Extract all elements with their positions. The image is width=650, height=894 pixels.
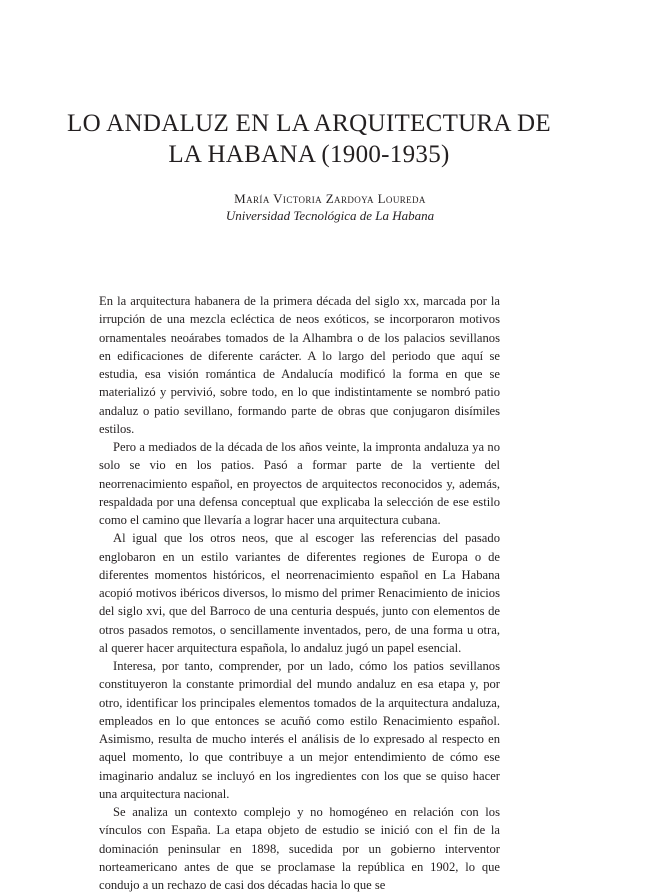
title-line-1: LO ANDALUZ EN LA ARQUITECTURA DE	[67, 110, 551, 137]
author-name: María Victoria Zardoya Loureda	[234, 191, 426, 206]
title-line-2: LA HABANA (1900-1935)	[168, 141, 450, 168]
paragraph-4: Interesa, por tanto, comprender, por un lado, cómo los patios sevillanos constituyeron la constante primordial del mundo andaluz en esa etapa y, por otro, identificar los principales elementos tomados de la arquitectura andaluza, empleados en lo que entonces se acuñó como estilo Renacimiento español. Asimismo, resulta de mucho interés el análisis de lo expresado al respecto en aquel momento, lo que contribuye a un mejor entendimiento de cómo ese imaginario andaluz se incluyó en los ingredientes con los que se quiso hacer una arquitectura nacional.	[99, 659, 500, 801]
paragraph-2: Pero a mediados de la década de los años veinte, la impronta andaluza ya no solo se vio en los patios. Pasó a formar parte de la vertiente del neorrenacimiento español, en proyectos de arquitectos reconocidos y, además, respaldada por una defensa conceptual que explicaba la selección de ese estilo como el camino que llevaría a lograr hacer una arquitectura cubana.	[99, 440, 500, 527]
paragraph-5: Se analiza un contexto complejo y no homogéneo en relación con los vínculos con España. La etapa objeto de estudio se inició con el fin de la dominación peninsular en 1898, sucedida por un gobierno interventor norteamericano antes de que se proclamase la república en 1902, lo que condujo a un rechazo de casi dos décadas hacia lo que se	[99, 805, 500, 892]
article-body	[99, 292, 500, 894]
paragraph-1: En la arquitectura habanera de la primera década del siglo xx, marcada por la irrupción de una mezcla ecléctica de neos exóticos, se incorporaron motivos ornamentales neoárabes tomados de la Alhambra o de los palacios sevillanos en edificaciones de diferente carácter. A lo largo del periodo que aquí se estudia, esa visión romántica de Andalucía modificó la forma en que se materializó y pervivió, sobre todo, en lo que indistintamente se nombró patio andaluz o patio sevillano, formando parte de obras que conjugaron disímiles estilos.	[99, 294, 500, 436]
paragraph-3: Al igual que los otros neos, que al escoger las referencias del pasado englobaron en un estilo variantes de diferentes regiones de Europa o de diferentes momentos históricos, el neorrenacimiento español en La Habana acopió motivos ibéricos diversos, lo mismo del primer Renacimiento de inicios del siglo xvi, que del Barroco de una centuria después, junto con elementos de otros pasados remotos, o sencillamente inventados, pero, de una forma u otra, al querer hacer arquitectura española, lo andaluz jugó un papel esencial.	[99, 531, 500, 655]
article-title	[60, 108, 558, 170]
author-affiliation: Universidad Tecnológica de La Habana	[225, 208, 435, 223]
